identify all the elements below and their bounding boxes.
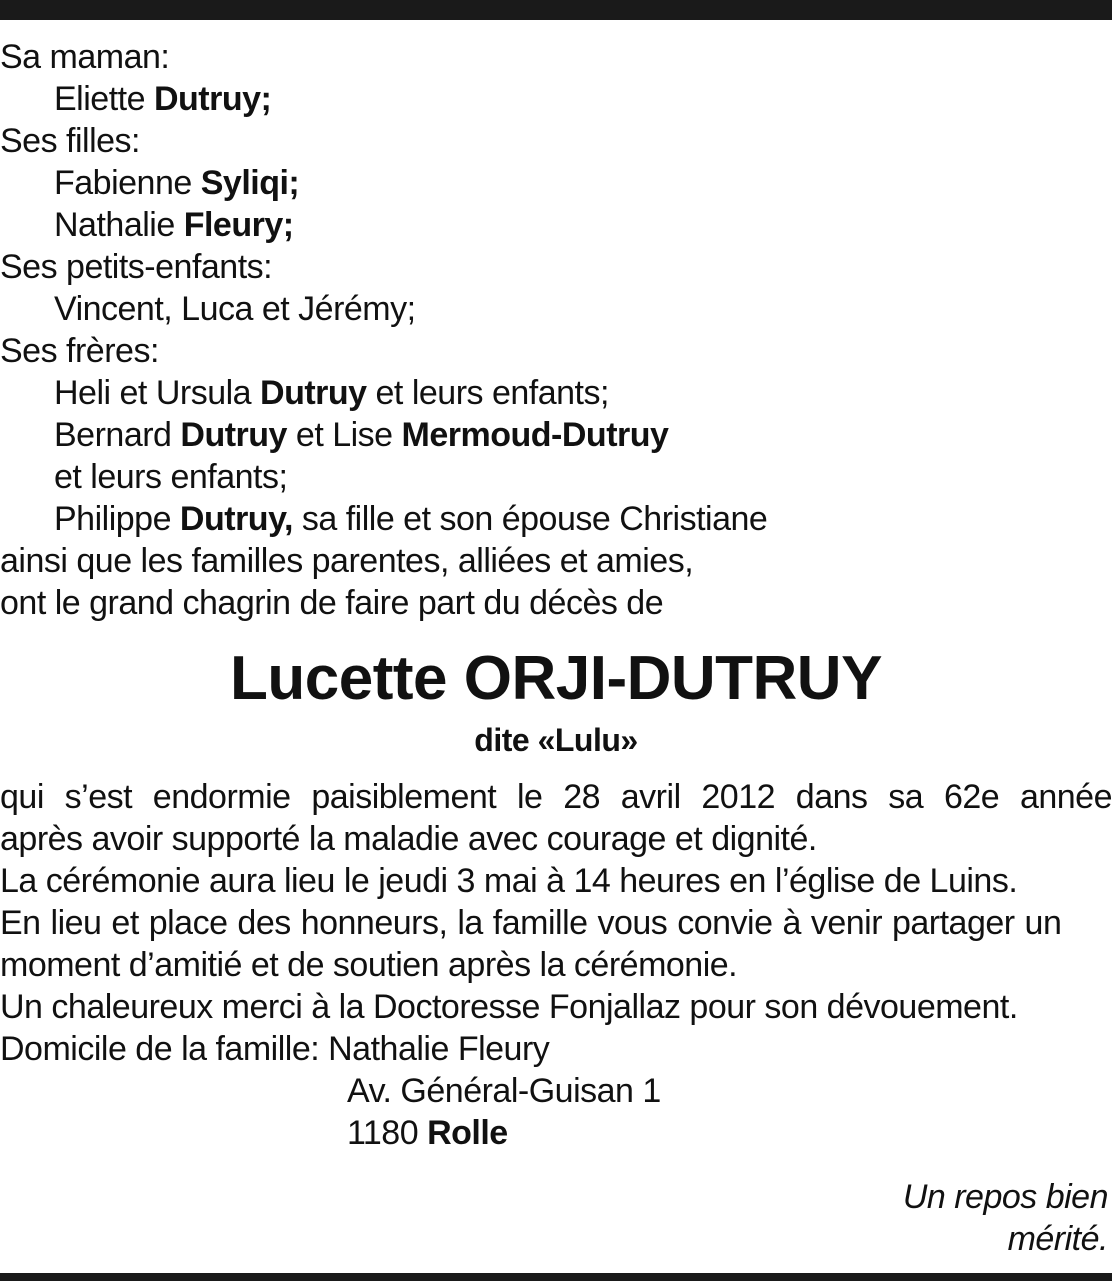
body-line: après avoir supporté la maladie avec courage et dignité. <box>0 820 817 858</box>
address-label: Domicile de la famille: <box>0 1030 329 1068</box>
closing-line: Un repos bien <box>902 1178 1108 1216</box>
daughter-entry <box>0 162 1112 204</box>
first-name: Eliette <box>54 80 154 118</box>
daughter-entry <box>0 204 1112 246</box>
announcement-line: ont le grand chagrin de faire part du décès de <box>0 584 664 622</box>
body-line: Un chaleureux merci à la Doctoresse Fonjallaz pour son dévouement. <box>0 988 1018 1026</box>
surname: Mermoud-Dutruy <box>401 416 669 454</box>
surname: Dutruy; <box>153 80 272 118</box>
address-name: Nathalie Fleury <box>328 1030 550 1068</box>
obituary-notice <box>0 36 1112 1260</box>
grandchildren-label: Ses petits-enfants: <box>0 248 273 286</box>
body-line: La cérémonie aura lieu le jeudi 3 mai à 14 heures en l’église de Luins. <box>0 862 1018 900</box>
surname: Dutruy <box>260 374 367 412</box>
brother-entry <box>0 372 1112 414</box>
first-name: Heli et Ursula <box>54 374 261 412</box>
address-city: Rolle <box>427 1114 508 1152</box>
surname: Dutruy, <box>179 500 293 538</box>
entry-rest: et leurs enfants; <box>366 374 609 412</box>
deceased-nickname: dite «Lulu» <box>474 722 638 758</box>
first-name: Philippe <box>54 500 180 538</box>
closing-phrase <box>0 1176 1112 1260</box>
surname: Syliqi; <box>200 164 300 202</box>
grandchildren-entry: Vincent, Luca et Jérémy; <box>54 290 416 328</box>
surname: Dutruy <box>180 416 287 454</box>
daughters-label: Ses filles: <box>0 122 140 160</box>
first-name: Fabienne <box>54 164 201 202</box>
first-name: Nathalie <box>54 206 184 244</box>
address-postcode: 1180 <box>347 1114 428 1152</box>
brother-entry <box>0 414 1112 456</box>
address-street: Av. Général-Guisan 1 <box>347 1072 661 1110</box>
entry-mid: et Lise <box>286 416 402 454</box>
address-city-line <box>0 1112 1112 1154</box>
brother-entry <box>0 498 1112 540</box>
body-line: qui s’est endormie paisiblement le 28 avril 2012 dans sa 62e année <box>0 778 1112 816</box>
entry-rest: sa fille et son épouse Christiane <box>292 500 768 538</box>
body-line: En lieu et place des honneurs, la famille vous convie à venir partager un <box>0 904 1062 942</box>
brothers-label: Ses frères: <box>0 332 159 370</box>
mother-entry <box>0 78 1112 120</box>
top-rule <box>0 0 1112 20</box>
closing-line: mérité. <box>1007 1220 1108 1258</box>
body-line: moment d’amitié et de soutien après la cérémonie. <box>0 946 738 984</box>
mother-label: Sa maman: <box>0 38 170 76</box>
bottom-rule <box>0 1273 1112 1281</box>
first-name: Bernard <box>54 416 181 454</box>
families-line: ainsi que les familles parentes, alliées et amies, <box>0 542 694 580</box>
brother-entry-continued: et leurs enfants; <box>54 458 288 496</box>
deceased-name: Lucette ORJI-DUTRUY <box>230 644 882 713</box>
family-address <box>0 1028 1112 1070</box>
surname: Fleury; <box>183 206 294 244</box>
